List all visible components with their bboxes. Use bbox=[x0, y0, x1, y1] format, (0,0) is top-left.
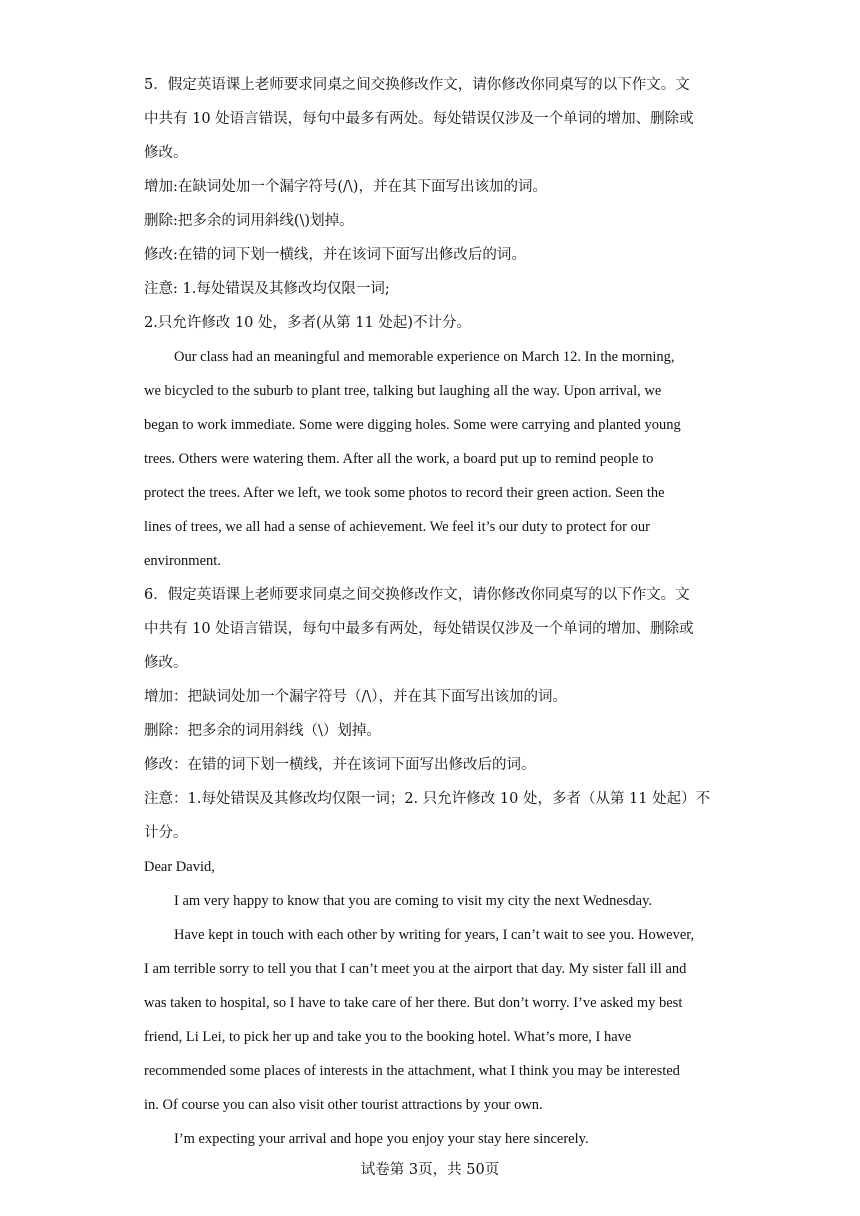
q5-passage bbox=[144, 340, 722, 578]
passage-line: lines of trees, we all had a sense of achievement. We feel it’s our duty to protect for our bbox=[144, 519, 650, 535]
passage-line: began to work immediate. Some were digging holes. Some were carrying and planted young bbox=[144, 417, 681, 433]
q5-add-rule: 增加:在缺词处加一个漏字符号(/\)，并在其下面写出该加的词。 bbox=[144, 179, 547, 195]
passage-line: environment. bbox=[144, 553, 221, 569]
letter-salutation: Dear David, bbox=[144, 859, 215, 875]
letter-line: friend, Li Lei, to pick her up and take you to the booking hotel. What’s more, I have bbox=[144, 1029, 632, 1045]
page-footer: 试卷第 3页，共 50页 bbox=[360, 1162, 500, 1178]
letter-line: I am very happy to know that you are coming to visit my city the next Wednesday. bbox=[174, 893, 653, 909]
q6-instruction-line: 6．假定英语课上老师要求同桌之间交换修改作文，请你修改你同桌写的以下作文。文 bbox=[144, 587, 690, 603]
q6-instruction-line: 修改。 bbox=[144, 655, 188, 671]
q6-note-line: 计分。 bbox=[144, 825, 188, 841]
letter-line: Have kept in touch with each other by writing for years, I can’t wait to see you. However, bbox=[174, 927, 695, 943]
q6-delete-rule: 删除：把多余的词用斜线（\）划掉。 bbox=[144, 723, 381, 739]
question-6 bbox=[144, 578, 722, 1156]
q6-modify-rule: 修改：在错的词下划一横线，并在该词下面写出修改后的词。 bbox=[144, 757, 536, 773]
q5-modify-rule: 修改:在错的词下划一横线，并在该词下面写出修改后的词。 bbox=[144, 247, 526, 263]
q6-add-rule: 增加：把缺词处加一个漏字符号（/\），并在其下面写出该加的词。 bbox=[144, 689, 568, 705]
q5-note-2: 2.只允许修改 10 处，多者(从第 11 处起)不计分。 bbox=[144, 315, 471, 331]
q5-instruction-line: 修改。 bbox=[144, 145, 188, 161]
passage-line: trees. Others were watering them. After all the work, a board put up to remind people to bbox=[144, 451, 654, 467]
letter-line: I’m expecting your arrival and hope you enjoy your stay here sincerely. bbox=[174, 1131, 589, 1147]
passage-line: Our class had an meaningful and memorable experience on March 12. In the morning, bbox=[174, 349, 675, 365]
page-content bbox=[144, 68, 722, 1156]
q5-delete-rule: 删除:把多余的词用斜线(\)划掉。 bbox=[144, 213, 354, 229]
q5-instruction-line: 5．假定英语课上老师要求同桌之间交换修改作文，请你修改你同桌写的以下作文。文 bbox=[144, 77, 690, 93]
passage-line: we bicycled to the suburb to plant tree, talking but laughing all the way. Upon arrival, we bbox=[144, 383, 662, 399]
q6-instruction-line: 中共有 10 处语言错误，每句中最多有两处，每处错误仅涉及一个单词的增加、删除或 bbox=[144, 621, 694, 637]
q5-instruction-line: 中共有 10 处语言错误，每句中最多有两处。每处错误仅涉及一个单词的增加、删除或 bbox=[144, 111, 694, 127]
question-5 bbox=[144, 68, 722, 578]
passage-line: protect the trees. After we left, we took some photos to record their green action. Seen the bbox=[144, 485, 665, 501]
letter-line: I am terrible sorry to tell you that I can’t meet you at the airport that day. My sister fall ill and bbox=[144, 961, 687, 977]
q5-note-1: 注意: 1.每处错误及其修改均仅限一词; bbox=[144, 281, 390, 297]
letter-line: was taken to hospital, so I have to take care of her there. But don’t worry. I’ve asked my best bbox=[144, 995, 683, 1011]
q6-letter bbox=[144, 884, 722, 1156]
letter-line: recommended some places of interests in the attachment, what I think you may be interested bbox=[144, 1063, 680, 1079]
q6-note-line: 注意：1.每处错误及其修改均仅限一词；2. 只允许修改 10 处，多者（从第 11 处起）不 bbox=[144, 791, 711, 807]
letter-line: in. Of course you can also visit other tourist attractions by your own. bbox=[144, 1097, 543, 1113]
